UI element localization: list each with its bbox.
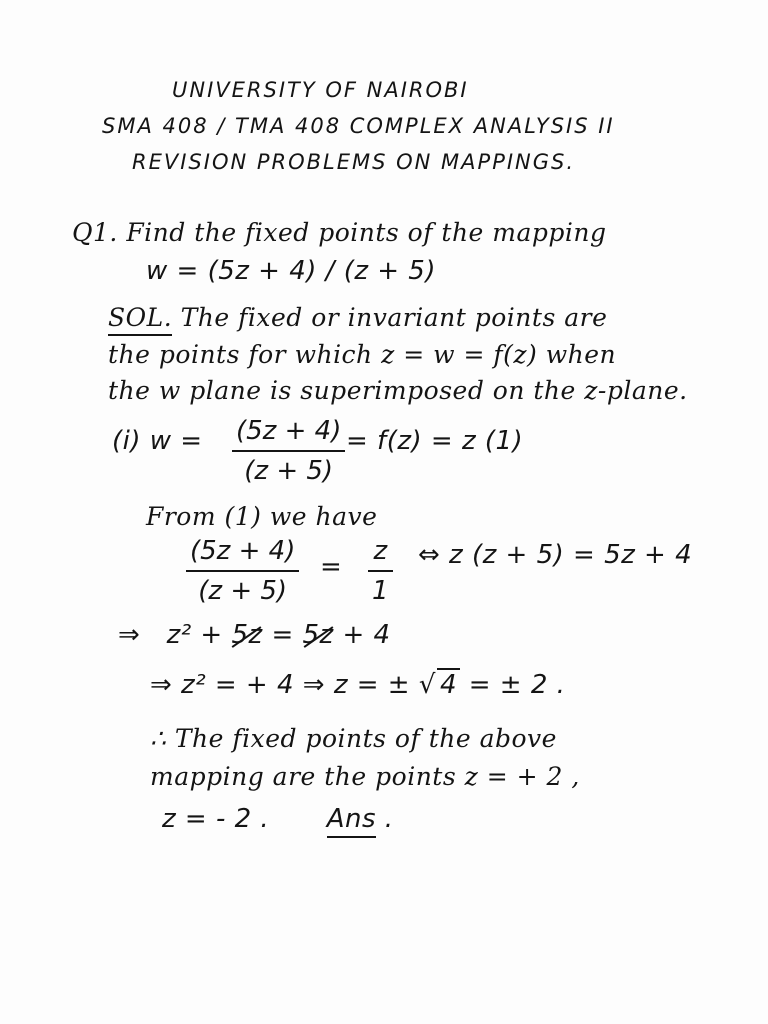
question-text: Find the fixed points of the mapping: [126, 218, 607, 247]
step-a-z-squared: z² +: [166, 620, 223, 650]
step-i-denominator: (z + 5): [244, 456, 334, 486]
answer-period: .: [384, 804, 394, 834]
eq-lhs-fraction: [186, 538, 299, 604]
solution-text-1: The fixed or invariant points are: [180, 303, 608, 332]
eq-iff-rhs: ⇔ z (z + 5) = 5z + 4: [418, 540, 693, 570]
sqrt-icon: √: [418, 670, 436, 700]
cancelled-term-right: 5z: [302, 620, 334, 650]
eq-rhs-fraction: [368, 538, 393, 604]
eq-lhs-denominator: (z + 5): [198, 576, 288, 606]
step-a-constant: + 4: [342, 620, 391, 650]
solution-label: SOL.: [108, 303, 172, 336]
cancelled-term-left: 5z: [231, 620, 263, 650]
answer-label: Ans: [327, 804, 376, 838]
question-mapping: w = (5z + 4) / (z + 5): [146, 256, 436, 286]
conclusion-line-1: ∴ The fixed points of the above: [150, 724, 557, 753]
eq-rhs-numerator: z: [373, 536, 388, 566]
solution-line-3: the w plane is superimposed on the z-plane.: [108, 376, 688, 405]
solution-line-2: the points for which z = w = f(z) when: [108, 340, 617, 369]
step-a: [118, 622, 391, 648]
step-b-rhs: = ± 2 .: [459, 670, 566, 700]
question-label: Q1.: [72, 218, 118, 247]
eq-rhs-denominator: 1: [372, 576, 389, 606]
step-a-equals: =: [271, 620, 303, 650]
eq-equals: =: [320, 552, 343, 582]
from-text: From (1) we have: [146, 502, 378, 531]
header-course: SMA 408 / TMA 408 COMPLEX ANALYSIS II: [102, 114, 615, 138]
step-i-fraction: [232, 418, 345, 484]
step-i-numerator: (5z + 4): [236, 416, 342, 446]
step-b-lhs: ⇒ z² = + 4 ⇒ z = ±: [150, 670, 419, 700]
step-i-suffix: = f(z) = z (1): [346, 426, 524, 456]
solution-line-1: [108, 305, 607, 330]
conclusion-value: z = - 2 .: [162, 804, 270, 834]
question: [72, 220, 607, 245]
step-i-prefix: (i) w =: [112, 426, 203, 456]
step-b: [150, 668, 565, 698]
step-b-radicand: 4: [437, 668, 460, 698]
header-topic: REVISION PROBLEMS ON MAPPINGS.: [132, 150, 576, 174]
implies-arrow: ⇒: [118, 620, 141, 650]
header-university: UNIVERSITY OF NAIROBI: [172, 78, 469, 102]
conclusion-line-3: [162, 806, 394, 832]
conclusion-line-2: mapping are the points z = + 2 ,: [150, 762, 580, 791]
eq-lhs-numerator: (5z + 4): [190, 536, 296, 566]
